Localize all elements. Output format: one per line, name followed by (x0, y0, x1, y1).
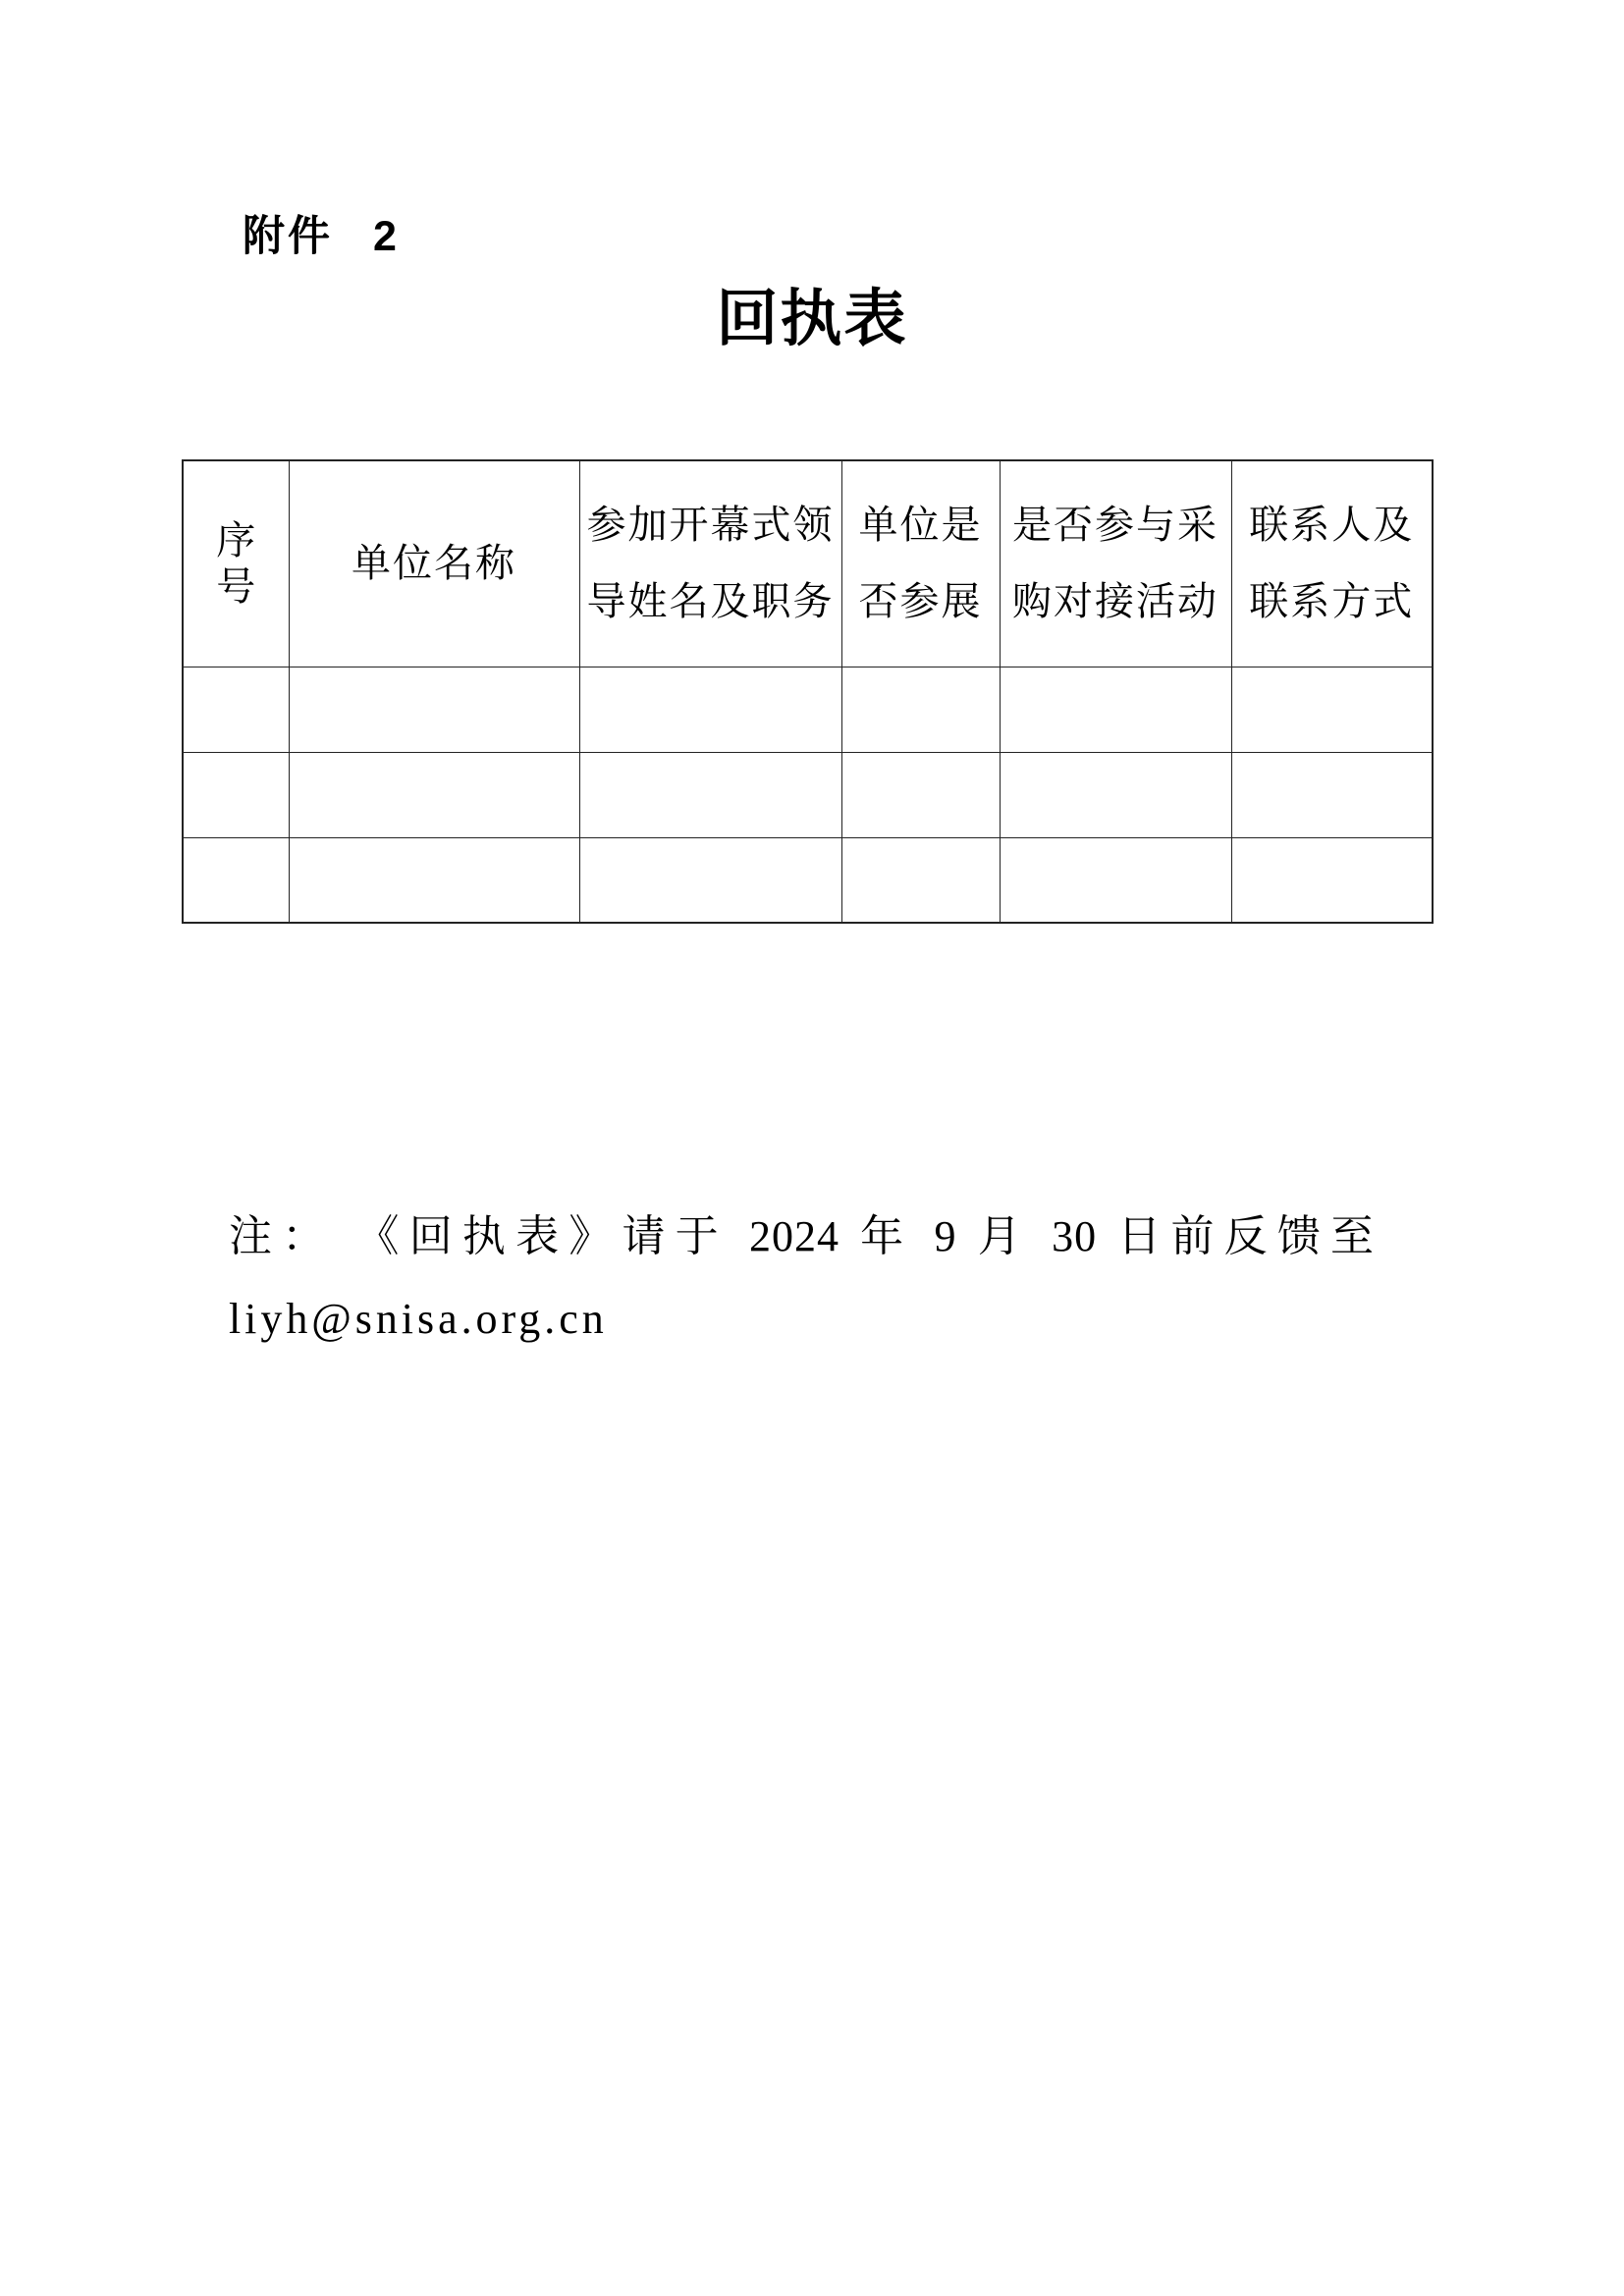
header-opening-ceremony-leader (579, 460, 841, 667)
header-line: 单位是 (858, 503, 983, 548)
header-line: 联系方式 (1249, 579, 1415, 624)
header-line: 序 (216, 518, 256, 563)
table-cell (841, 837, 1000, 923)
header-line: 否参展 (858, 579, 983, 624)
note-text: 注： 《回执表》请于 2024 年 9 月 30 日前反馈至 (229, 1212, 1375, 1260)
table-cell (183, 837, 289, 923)
table-cell (289, 752, 579, 837)
note-email: liyh@snisa.org.cn (229, 1295, 608, 1343)
table-cell (289, 837, 579, 923)
header-line: 号 (216, 564, 256, 610)
table-cell (1000, 752, 1231, 837)
table-cell (1000, 837, 1231, 923)
table-cell (1000, 667, 1231, 752)
header-line: 参加开幕式领 (586, 503, 835, 548)
table-row (183, 667, 1433, 752)
table-cell (579, 667, 841, 752)
header-line: 导姓名及职务 (586, 579, 835, 624)
page-title: 回执表 (716, 285, 908, 353)
table-cell (1231, 667, 1433, 752)
table-cell (183, 667, 289, 752)
table-row (183, 752, 1433, 837)
header-contact-info (1231, 460, 1433, 667)
table-cell (579, 752, 841, 837)
table-cell (289, 667, 579, 752)
table-header-row (183, 460, 1433, 667)
header-line: 购对接活动 (1012, 579, 1218, 624)
header-unit-exhibiting (841, 460, 1000, 667)
attachment-label: 附件 2 (243, 213, 400, 260)
header-serial-number (183, 460, 289, 667)
table-cell (579, 837, 841, 923)
header-line: 联系人及 (1249, 503, 1415, 548)
table-cell (183, 752, 289, 837)
table-cell (1231, 752, 1433, 837)
note-paragraph (229, 1196, 1375, 1361)
header-procurement-matching (1000, 460, 1231, 667)
reply-table (182, 459, 1434, 924)
table-cell (841, 667, 1000, 752)
header-unit-name (289, 460, 579, 667)
header-line: 单位名称 (352, 541, 516, 586)
header-line: 是否参与采 (1012, 503, 1218, 548)
table-row (183, 837, 1433, 923)
table-cell (1231, 837, 1433, 923)
table-cell (841, 752, 1000, 837)
